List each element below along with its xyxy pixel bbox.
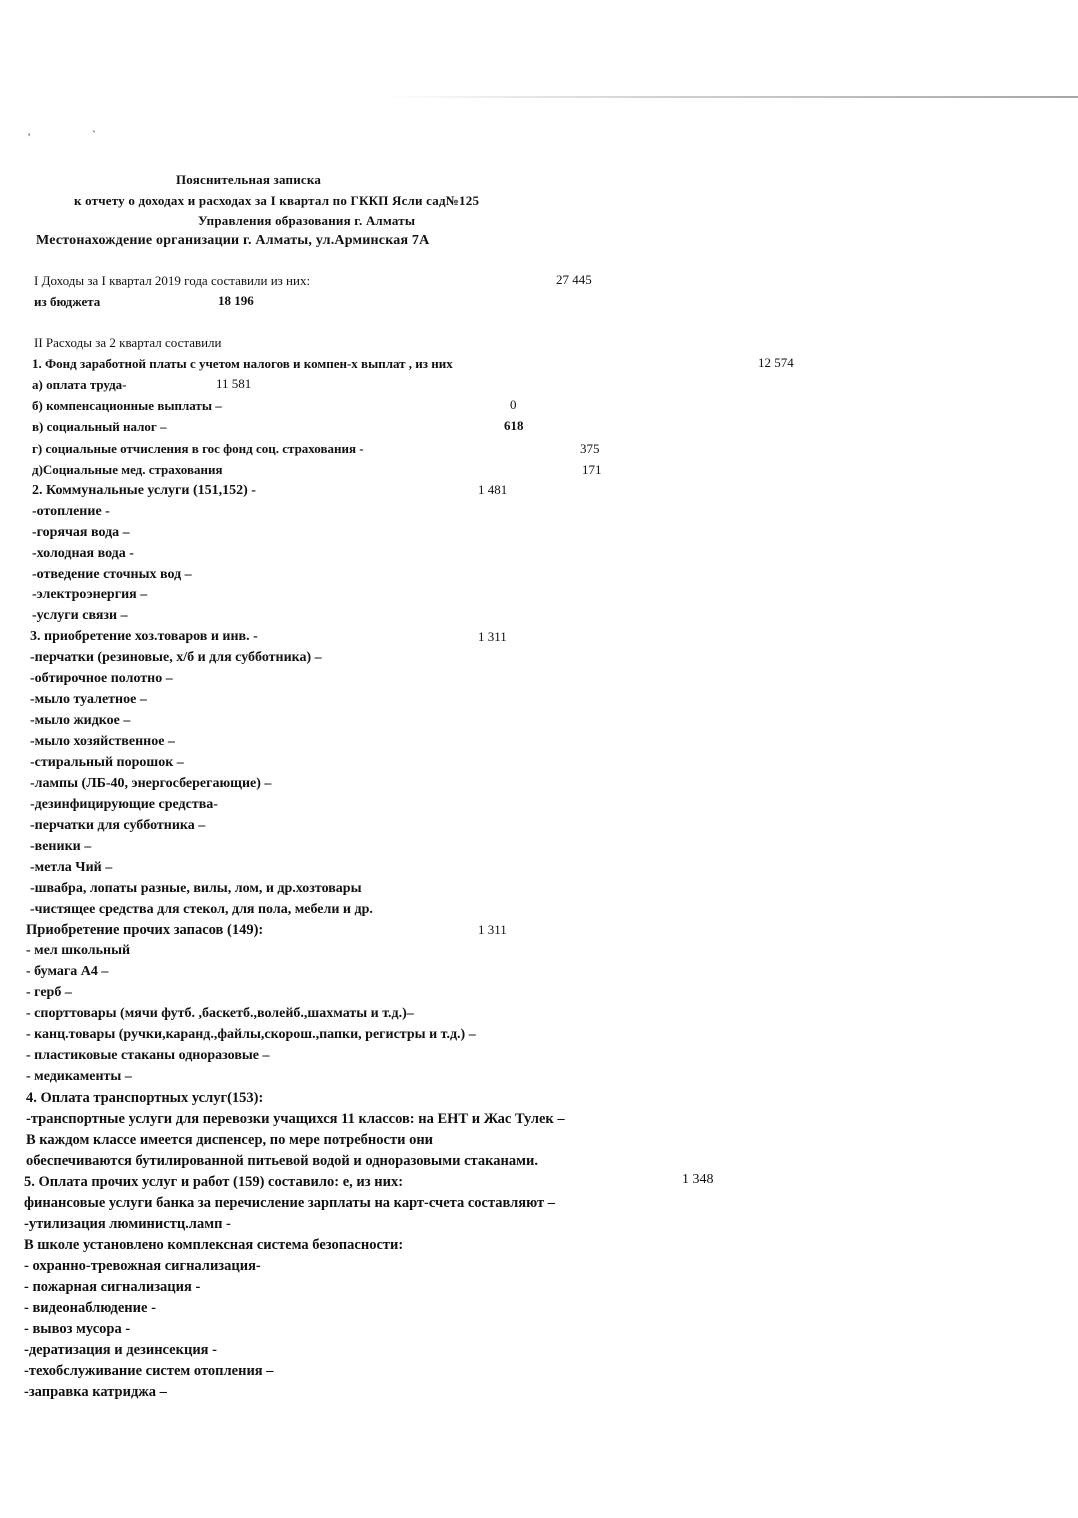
list-item: -чистящее средства для стекол, для пола, мебели и др. <box>30 902 373 917</box>
list-item: -перчатки для субботника – <box>30 818 206 833</box>
list-item: -мыло хозяйственное – <box>30 734 175 749</box>
scan-mark: ` <box>92 128 96 142</box>
list-item: -дератизация и дезинсекция - <box>24 1342 217 1358</box>
list-item: -стиральный порошок – <box>30 755 184 770</box>
income-label: I Доходы за I квартал 2019 года составили из них: <box>34 273 311 288</box>
list-item: -холодная вода - <box>32 546 134 561</box>
payroll-value: 12 574 <box>758 355 794 370</box>
list-item: - видеонаблюдение - <box>24 1300 156 1316</box>
payroll-item-label: а) оплата труда- <box>32 377 127 392</box>
expenses-heading: II Расходы за 2 квартал составили <box>34 335 222 350</box>
organization-name: Управления образования г. Алматы <box>198 213 416 228</box>
list-item: -мыло туалетное – <box>30 692 147 707</box>
list-item: -дезинфицирующие средства- <box>30 797 218 812</box>
list-item: -услуги связи – <box>32 608 128 623</box>
list-item: - герб – <box>26 985 72 1000</box>
list-item: финансовые услуги банка за перечисление зарплаты на карт-счета составляют – <box>24 1195 555 1211</box>
list-item: -обтирочное полотно – <box>30 671 173 686</box>
services-label: 5. Оплата прочих услуг и работ (159) составило: е, из них: <box>24 1174 404 1190</box>
transport-label: 4. Оплата транспортных услуг(153): <box>26 1090 264 1106</box>
scan-mark: ' <box>28 130 31 144</box>
payroll-label: 1. Фонд заработной платы с учетом налогов и компен-х выплат , из них <box>32 356 453 371</box>
payroll-item-label: в) социальный налог – <box>32 419 167 434</box>
household-label: 3. приобретение хоз.товаров и инв. - <box>30 629 258 644</box>
list-item: -швабра, лопаты разные, вилы, лом, и др.хозтовары <box>30 881 362 896</box>
list-item: - охранно-тревожная сигнализация- <box>24 1258 261 1274</box>
income-total: 27 445 <box>556 272 592 287</box>
budget-value: 18 196 <box>218 293 254 308</box>
list-item: - пожарная сигнализация - <box>24 1279 201 1295</box>
list-item: -мыло жидкое – <box>30 713 131 728</box>
services-value: 1 348 <box>682 1172 714 1187</box>
budget-label: из бюджета <box>34 294 101 309</box>
list-item: - медикаменты – <box>26 1069 132 1084</box>
list-item: - вывоз мусора - <box>24 1321 131 1337</box>
list-item: -электроэнергия – <box>32 587 148 602</box>
list-item: В школе установлено комплексная система безопасности: <box>24 1237 404 1253</box>
other-stock-label: Приобретение прочих запасов (149): <box>26 922 264 938</box>
other-stock-value: 1 311 <box>478 922 507 937</box>
document-subtitle: к отчету о доходах и расходах за I квартал по ГККП Ясли сад№125 <box>74 193 480 208</box>
payroll-item-value: 375 <box>580 441 600 456</box>
payroll-item-label: д)Социальные мед. страхования <box>32 462 223 477</box>
payroll-item-value: 0 <box>510 397 517 412</box>
payroll-item-value: 618 <box>504 418 524 433</box>
list-item: -утилизация люминистц.ламп - <box>24 1216 231 1232</box>
list-item: В каждом классе имеется диспенсер, по мере потребности они <box>26 1132 434 1148</box>
household-value: 1 311 <box>478 629 507 644</box>
list-item: обеспечиваются бутилированной питьевой водой и одноразовыми стаканами. <box>26 1153 538 1169</box>
list-item: -перчатки (резиновые, х/б и для субботника) – <box>30 650 322 665</box>
list-item: -метла Чий – <box>30 860 113 875</box>
list-item: -отведение сточных вод – <box>32 567 192 582</box>
payroll-item-label: г) социальные отчисления в гос фонд соц. страхования - <box>32 441 364 456</box>
utilities-label: 2. Коммунальные услуги (151,152) - <box>32 483 256 498</box>
utilities-value: 1 481 <box>478 482 508 497</box>
organization-location: Местонахождение организации г. Алматы, ул.Арминская 7А <box>36 233 430 248</box>
list-item: - мел школьный <box>26 943 131 958</box>
list-item: -заправка катриджа – <box>24 1384 167 1400</box>
payroll-item-value: 11 581 <box>216 376 252 391</box>
payroll-item-value: 171 <box>582 462 602 477</box>
list-item: -веники – <box>30 839 92 854</box>
list-item: - канц.товары (ручки,каранд.,файлы,скорош.,папки, регистры и т.д.) – <box>26 1027 476 1042</box>
list-item: -горячая вода – <box>32 525 130 540</box>
list-item: -лампы (ЛБ-40, энергосберегающие) – <box>30 776 272 791</box>
list-item: - спорттовары (мячи футб. ,баскетб.,волейб.,шахматы и т.д.)– <box>26 1006 414 1021</box>
payroll-item-label: б) компенсационные выплаты – <box>32 398 222 413</box>
list-item: - пластиковые стаканы одноразовые – <box>26 1048 270 1063</box>
document-title: Пояснительная записка <box>176 172 322 187</box>
list-item: - бумага А4 – <box>26 964 109 979</box>
list-item: -транспортные услуги для перевозки учащихся 11 классов: на ЕНТ и Жас Тулек – <box>26 1111 565 1127</box>
scan-artifact-line <box>380 96 1078 98</box>
list-item: -отопление - <box>32 504 110 519</box>
list-item: -техобслуживание систем отопления – <box>24 1363 274 1379</box>
